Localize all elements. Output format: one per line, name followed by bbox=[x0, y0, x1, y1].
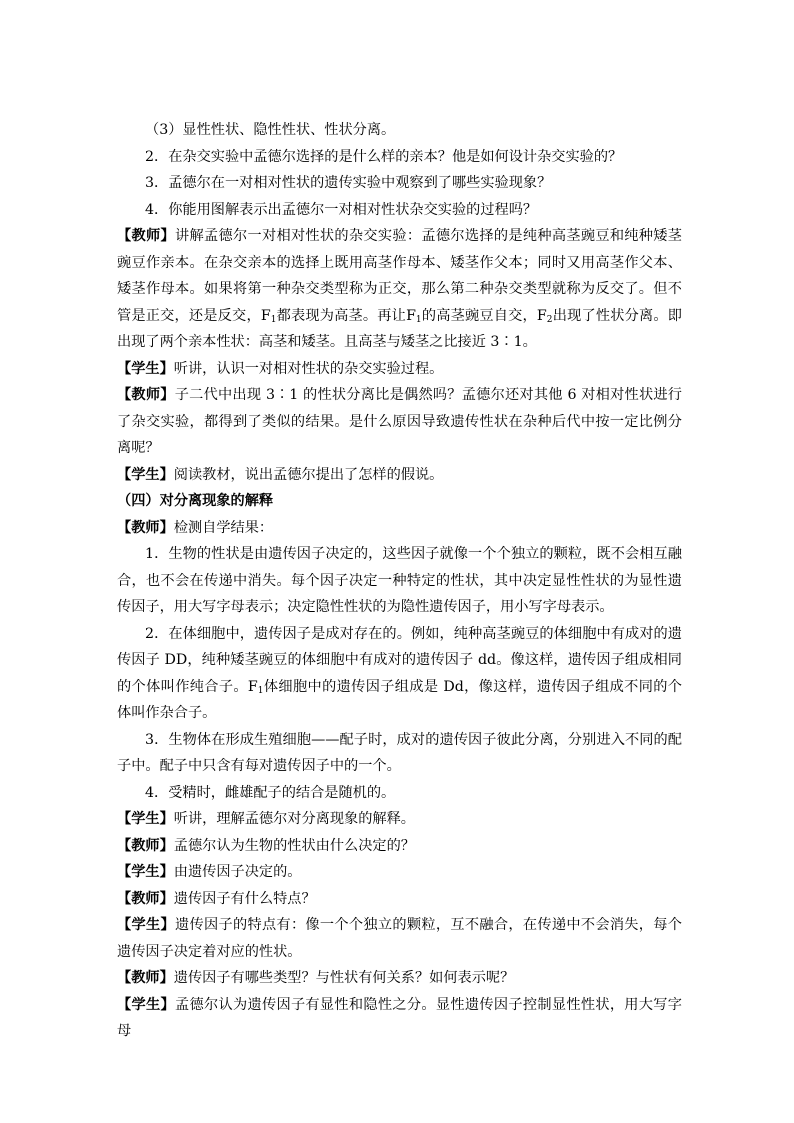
role-tag-teacher: 【教师】 bbox=[117, 228, 175, 244]
role-tag-student: 【学生】 bbox=[117, 811, 174, 827]
paragraph-teacher-ask-3 bbox=[117, 965, 682, 992]
role-tag-student: 【学生】 bbox=[117, 360, 174, 377]
text: 子二代中出现 3∶1 的性状分离比是偶然吗？孟德尔还对其他 6 对相对性状进行了杂交实验，都得到了类似的结果。是什么原因导致遗传性状在杂种后代中按一定比例分离呢？ bbox=[117, 387, 682, 456]
paragraph-point-3: 3．生物体在形成生殖细胞——配子时，成对的遗传因子彼此分离，分别进入不同的配子中。配子中只含有每对遗传因子中的一个。 bbox=[117, 731, 682, 774]
role-tag-teacher: 【教师】 bbox=[117, 519, 174, 536]
paragraph-teacher-check bbox=[117, 515, 682, 542]
role-tag-student: 【学生】 bbox=[117, 996, 175, 1013]
paragraph-student-answer-1 bbox=[117, 859, 682, 886]
paragraph-student-answer-2 bbox=[117, 912, 682, 965]
role-tag-teacher: 【教师】 bbox=[117, 890, 174, 907]
paragraph-student-read bbox=[117, 462, 682, 489]
text: F bbox=[536, 307, 547, 324]
paragraph-point-4: 4．受精时，雌雄配子的结合是随机的。 bbox=[145, 784, 396, 801]
role-tag-teacher: 【教师】 bbox=[117, 837, 174, 854]
text: 都表现为高茎。再让 bbox=[276, 307, 407, 324]
text: 体细胞中的遗传因子组成是 Dd，像这样，遗传因子组成不同的个体叫作杂合子。 bbox=[117, 678, 682, 721]
paragraph-point-2 bbox=[117, 621, 682, 727]
paragraph-q3-terms: （3）显性性状、隐性性状、性状分离。 bbox=[145, 122, 396, 138]
text: 孟德尔认为遗传因子有显性和隐性之分。显性遗传因子控制显性性状，用大写字母 bbox=[117, 996, 682, 1039]
subscript: 1 bbox=[257, 685, 264, 696]
text: 的高茎豌豆自交， bbox=[421, 307, 537, 324]
text: 2．在体细胞中，遗传因子是成对存在的。例如，纯种高茎豌豆的体细胞中有成对的遗传因子 DD，纯种矮茎豌豆的体细胞中有成对的遗传因子 dd。像这样，遗传因子组成相同的个体叫作纯合子。F bbox=[117, 625, 682, 695]
text: 听讲，认识一对相对性状的杂交实验过程。 bbox=[173, 360, 444, 377]
text: 遗传因子有哪些类型？与性状有何关系？如何表示呢？ bbox=[173, 970, 515, 986]
text: 出现了性状分离。即出现了两个亲本性状：高茎和矮茎。且高茎与矮茎之比接近 3∶1。 bbox=[117, 307, 682, 350]
paragraph-student-listen bbox=[117, 356, 682, 383]
paragraph-teacher-ask-2 bbox=[117, 886, 682, 913]
subscript: 2 bbox=[546, 314, 553, 325]
document-page bbox=[117, 117, 682, 1045]
role-tag-student: 【学生】 bbox=[117, 466, 174, 483]
text: 遗传因子的特点有：像一个个独立的颗粒，互不融合，在传递中不会消失，每个遗传因子决定着对应的性状。 bbox=[117, 917, 682, 960]
paragraph-student-understand bbox=[117, 806, 682, 833]
role-tag-teacher: 【教师】 bbox=[117, 387, 175, 403]
text: 遗传因子有什么特点？ bbox=[173, 890, 316, 907]
paragraph-student-answer-3 bbox=[117, 992, 682, 1045]
text: 检测自学结果： bbox=[173, 519, 274, 536]
paragraph-teacher-explain bbox=[117, 223, 682, 356]
subscript: 1 bbox=[270, 314, 277, 325]
text: 孟德尔认为生物的性状由什么决定的？ bbox=[173, 837, 415, 854]
paragraph-question-4: 4．你能用图解表示出孟德尔一对相对性状杂交实验的过程吗？ bbox=[145, 201, 538, 218]
text: 讲解孟德尔一对相对性状的杂交实验：孟德尔选择的是纯种高茎豌豆和纯种矮茎豌豆作亲本。在杂交亲本的选择上既用高茎作母本、矮茎作父本；同时又用高茎作父本、矮茎作母本。如果将第一种杂交类型称为正交，那么第二种杂交类型就称为反交了。但不管是正交，还是反交， bbox=[117, 228, 682, 324]
section-heading: （四）对分离现象的解释 bbox=[117, 493, 274, 509]
paragraph-question-3: 3．孟德尔在一对相对性状的遗传实验中观察到了哪些实验现象？ bbox=[145, 175, 552, 191]
role-tag-student: 【学生】 bbox=[117, 917, 175, 933]
text: 听讲，理解孟德尔对分离现象的解释。 bbox=[173, 811, 415, 827]
role-tag-teacher: 【教师】 bbox=[117, 970, 174, 986]
text: 由遗传因子决定的。 bbox=[173, 864, 302, 880]
paragraph-teacher-ask-1 bbox=[117, 833, 682, 860]
paragraph-question-2: 2．在杂交实验中孟德尔选择的是什么样的亲本？他是如何设计杂交实验的？ bbox=[145, 148, 623, 165]
text: F bbox=[260, 307, 271, 324]
subscript: 1 bbox=[415, 314, 422, 325]
text: 阅读教材，说出孟德尔提出了怎样的假说。 bbox=[173, 466, 444, 483]
text: F bbox=[406, 307, 416, 324]
role-tag-student: 【学生】 bbox=[117, 864, 174, 880]
paragraph-teacher-question bbox=[117, 382, 682, 462]
paragraph-point-1: 1．生物的性状是由遗传因子决定的，这些因子就像一个个独立的颗粒，既不会相互融合，也不会在传递中消失。每个因子决定一种特定的性状，其中决定显性性状的为显性遗传因子，用大写字母表示；决定隐性性状的为隐性遗传因子，用小写字母表示。 bbox=[117, 546, 682, 615]
